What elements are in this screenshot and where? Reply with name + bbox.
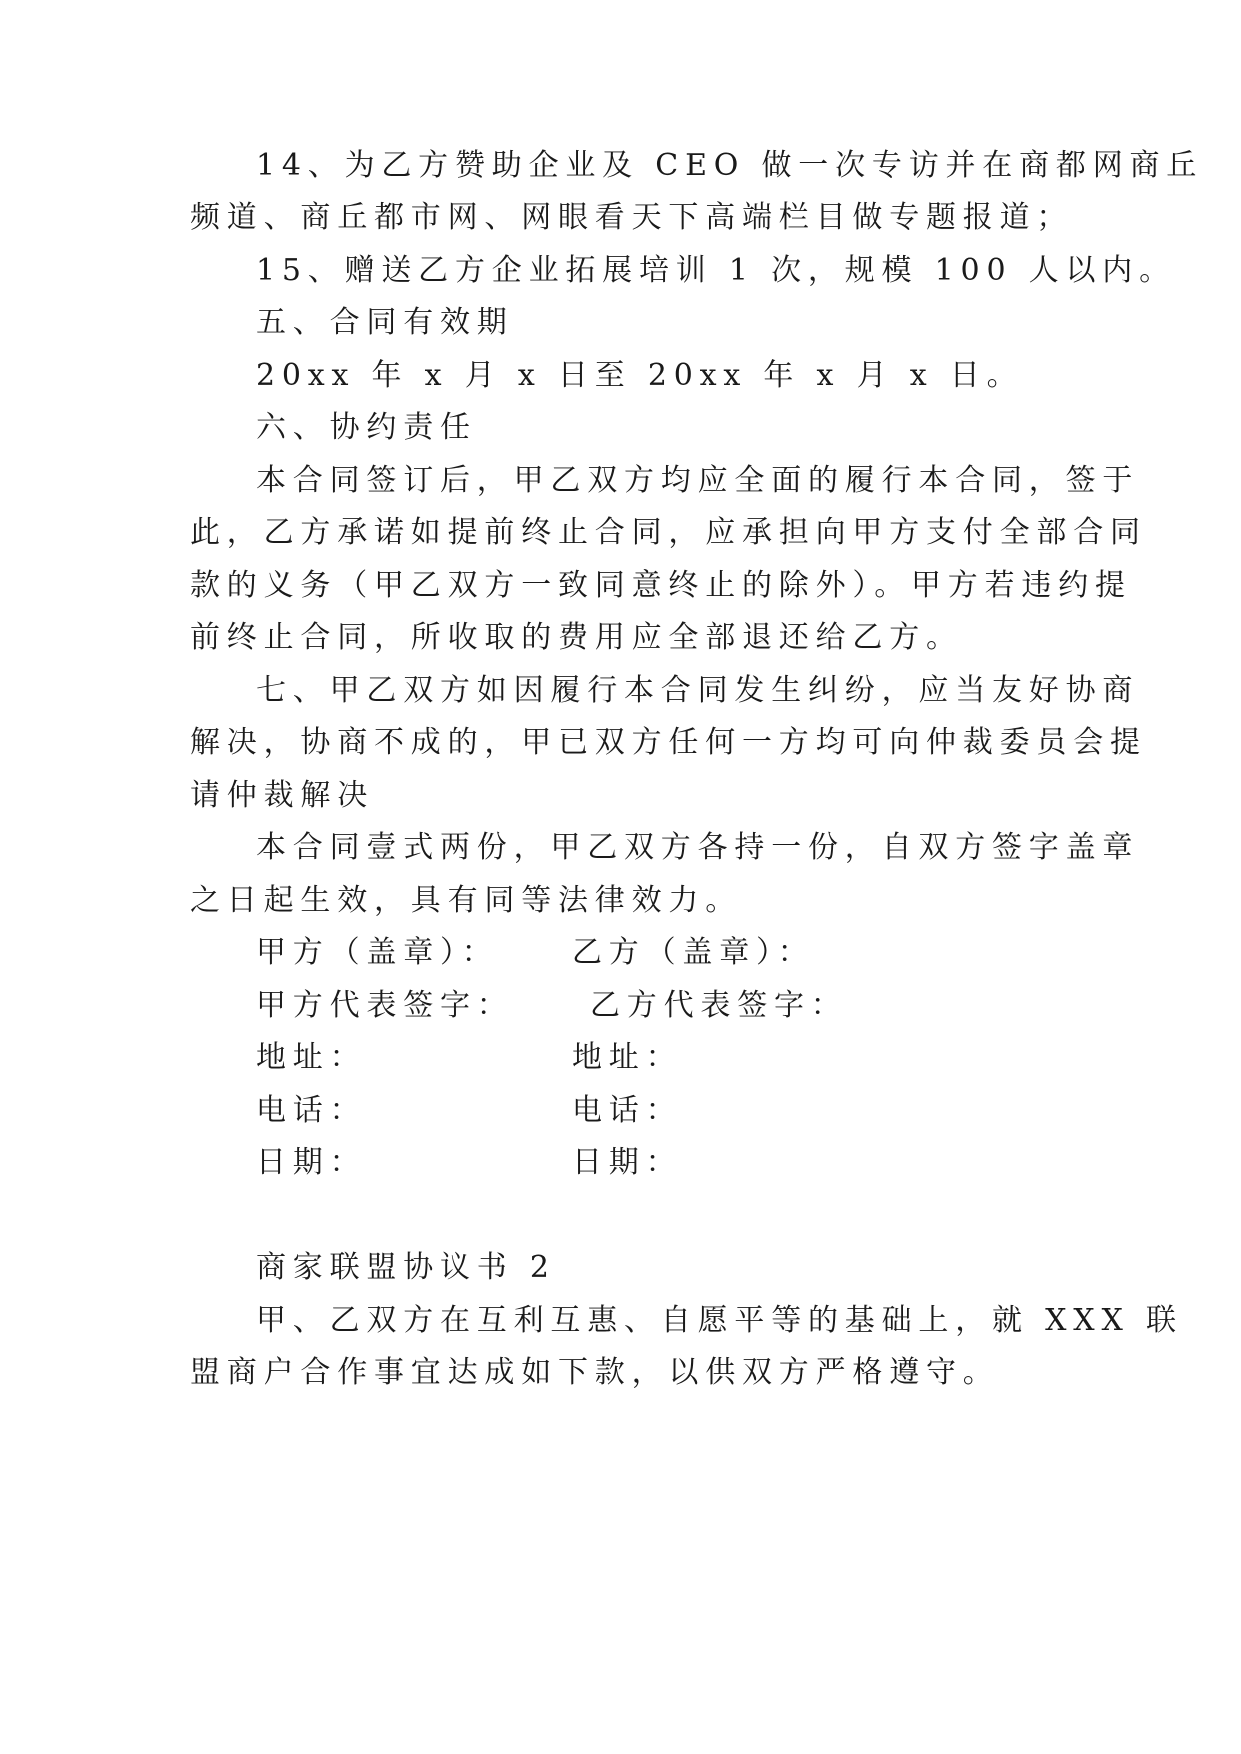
dispute-line-3: 请仲裁解决	[190, 778, 374, 813]
copies-line-2: 之日起生效，具有同等法律效力。	[190, 883, 742, 918]
clause-15: 15、赠送乙方企业拓展培训 1 次，规模 100 人以内。	[256, 253, 1176, 288]
section-2-line-1: 甲、乙双方在互利互惠、自愿平等的基础上，就 XXX 联	[256, 1303, 1183, 1338]
party-a-seal-label: 甲方（盖章）：	[256, 935, 499, 970]
signature-row-address	[256, 1038, 1056, 1078]
party-a-address-label: 地址：	[256, 1040, 367, 1075]
section-2-line-2: 盟商户合作事宜达成如下款，以供双方严格遵守。	[190, 1355, 1000, 1390]
dispute-line-1: 七、甲乙双方如因履行本合同发生纠纷，应当友好协商	[256, 673, 1140, 708]
liability-line-3: 款的义务（甲乙双方一致同意终止的除外）。甲方若违约提	[190, 568, 1132, 603]
signature-row-representative	[256, 986, 1056, 1026]
dispute-line-2: 解决，协商不成的，甲已双方任何一方均可向仲裁委员会提	[190, 725, 1147, 760]
validity-period: 20xx 年 x 月 x 日至 20xx 年 x 月 x 日。	[256, 358, 1024, 393]
section-heading-liability: 六、协约责任	[256, 410, 477, 445]
party-b-representative-label: 乙方代表签字：	[590, 988, 848, 1023]
party-b-phone-label: 电话：	[572, 1093, 683, 1128]
clause-14-line-2: 频道、商丘都市网、网眼看天下高端栏目做专题报道；	[190, 200, 1074, 235]
party-a-date-label: 日期：	[256, 1145, 367, 1180]
party-a-phone-label: 电话：	[256, 1093, 367, 1128]
section-heading-validity: 五、合同有效期	[256, 305, 514, 340]
party-b-seal-label: 乙方（盖章）：	[572, 935, 815, 970]
party-b-address-label: 地址：	[572, 1040, 683, 1075]
signature-row-date	[256, 1143, 1056, 1183]
signature-row-seal	[256, 933, 1056, 973]
party-a-representative-label: 甲方代表签字：	[256, 988, 514, 1023]
liability-line-1: 本合同签订后，甲乙双方均应全面的履行本合同，签于	[256, 463, 1140, 498]
liability-line-4: 前终止合同，所收取的费用应全部退还给乙方。	[190, 620, 963, 655]
liability-line-2: 此，乙方承诺如提前终止合同，应承担向甲方支付全部合同	[190, 515, 1147, 550]
copies-line-1: 本合同壹式两份，甲乙双方各持一份，自双方签字盖章	[256, 830, 1140, 865]
section-2-title: 商家联盟协议书 2	[256, 1250, 556, 1285]
party-b-date-label: 日期：	[572, 1145, 683, 1180]
clause-14-line-1: 14、为乙方赞助企业及 CEO 做一次专访并在商都网商丘	[256, 148, 1204, 183]
signature-row-phone	[256, 1091, 1056, 1131]
